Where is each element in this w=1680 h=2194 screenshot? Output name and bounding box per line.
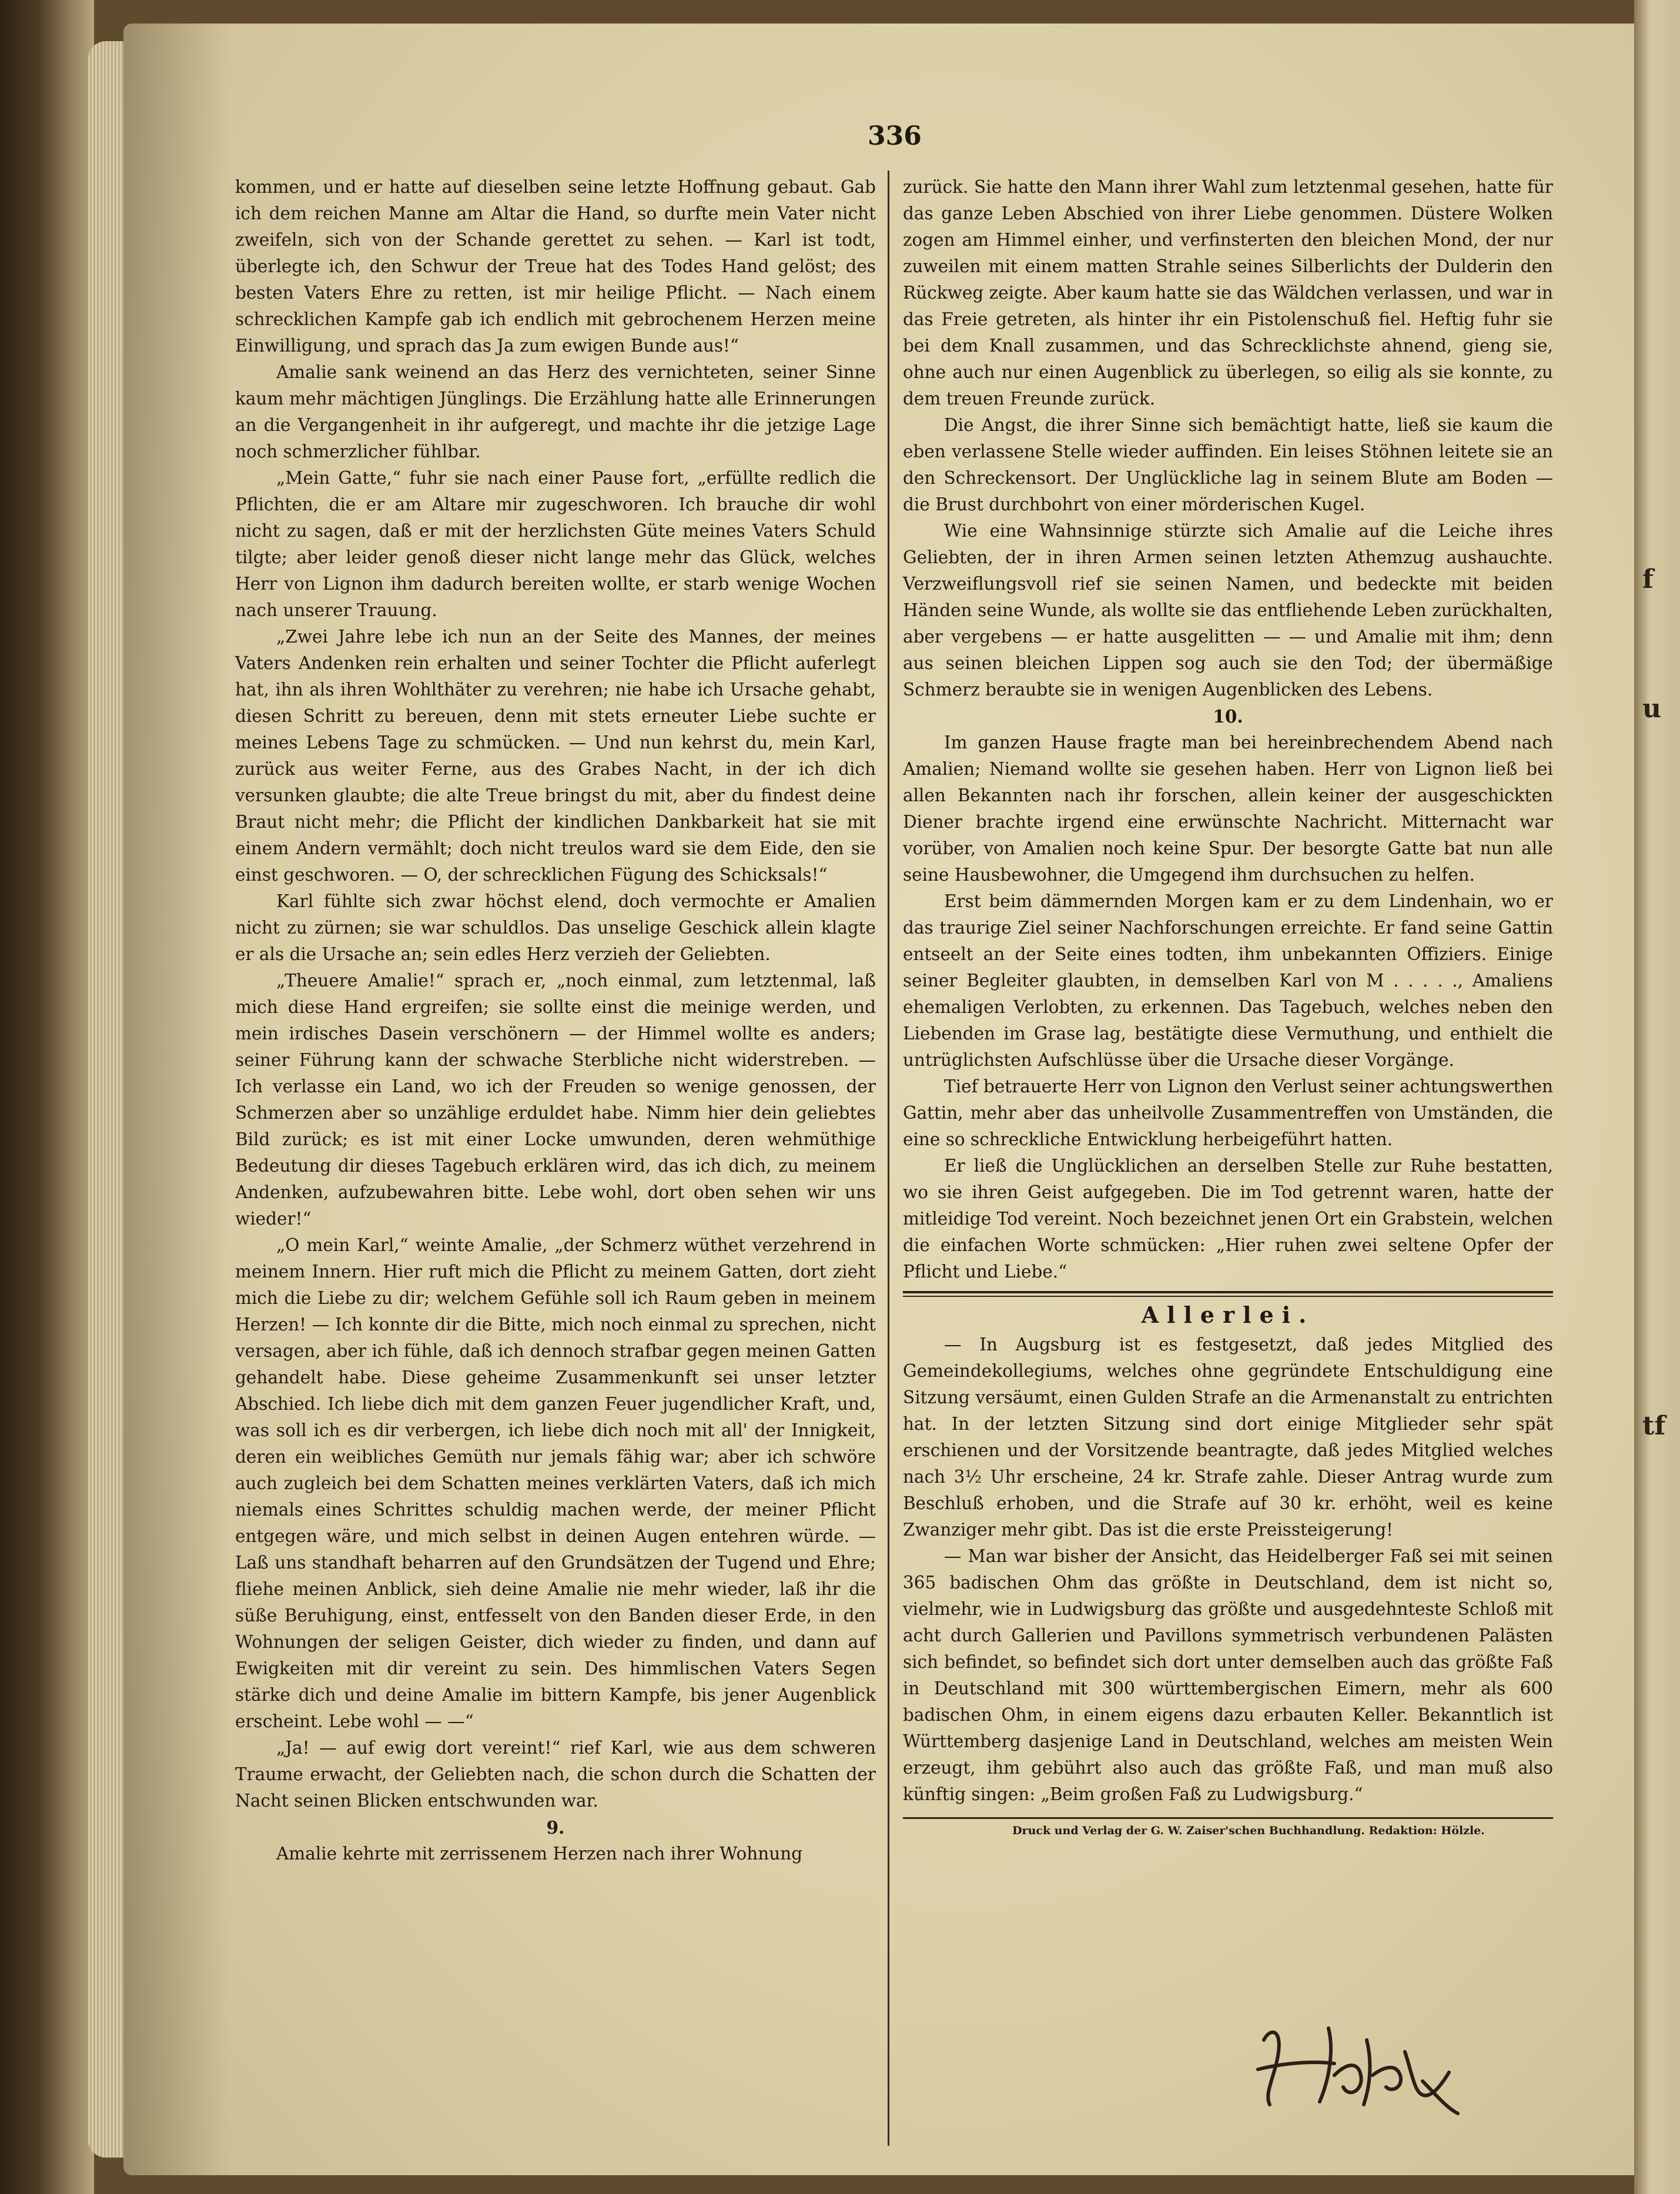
gutter-shadow	[123, 24, 229, 2175]
paragraph: Die Angst, die ihrer Sinne sich bemächtigt hatte, ließ sie kaum die eben verlassene Stelle wieder auffinden. Ein leises Stöhnen leitete sie an den Schreckensort. Der Unglückliche lag in seinem Blute am Boden — die Brust durchbohrt von einer mörderischen Kugel.	[903, 415, 1553, 514]
chapter-number: 10.	[1213, 706, 1243, 727]
right-column	[903, 174, 1553, 1839]
next-page-edge	[1634, 0, 1680, 2194]
paragraph: „O mein Karl,“ weinte Amalie, „der Schmerz wüthet verzehrend in meinem Innern. Hier ruft mich die Pflicht zu meinem Gatten, dort zieht mich die Liebe zu dir; welchem Gefühle soll ich Raum geben in meinem Herzen! — Ich konnte dir die Bitte, mich noch einmal zu sprechen, nicht versagen, aber ich fühle, daß ich dennoch strafbar gegen meinen Gatten gehandelt habe. Diese geheime Zusammenkunft sei unser letzter Abschied. Ich liebe dich mit dem ganzen Feuer jugendlicher Kraft, und, was soll ich es dir verbergen, ich liebe dich noch mit all' der Innigkeit, deren ein weibliches Gemüth nur jemals fähig war; aber ich schwöre auch zugleich bei dem Schatten meines verklärten Vaters, daß ich mich niemals eines Schrittes schuldig machen werde, der meiner Pflicht entgegen wäre, und mich selbst in deinen Augen entehren würde. — Laß uns standhaft beharren auf den Grundsätzen der Tugend und Ehre; fliehe meinen Anblick, sieh deine Amalie nie mehr wieder, laß ihr die süße Beruhigung, einst, entfesselt von den Banden dieser Erde, in den Wohnungen der seligen Geister, dich wieder zu finden, und dann auf Ewigkeiten mit dir vereint zu sein. Des himmlischen Vaters Segen stärke dich und deine Amalie im bittern Kampfe, bis jener Augenblick erscheint. Lebe wohl — —“	[235, 1235, 876, 1731]
paragraph: Im ganzen Hause fragte man bei hereinbrechendem Abend nach Amalien; Niemand wollte sie gesehen haben. Herr von Lignon ließ bei allen Bekannten nach ihr forschen, allein keiner der ausgeschickten Diener brachte irgend eine erwünschte Nachricht. Mitternacht war vorüber, von Amalien noch keine Spur. Der besorgte Gatte bat nun alle seine Hausbewohner, die Umgegend ihm durchsuchen zu helfen.	[903, 733, 1553, 885]
paragraph: „Mein Gatte,“ fuhr sie nach einer Pause fort, „erfüllte redlich die Pflichten, die er am Altare mir zugeschworen. Ich brauche dir wohl nicht zu sagen, daß er mit der herzlichsten Güte meines Vaters Schuld tilgte; aber leider genoß dieser nicht lange mehr das Glück, welches Herr von Lignon ihm dadurch bereiten wollte, er starb wenige Wochen nach unserer Trauung.	[235, 468, 876, 620]
column-divider	[888, 170, 889, 2146]
paragraph: „Zwei Jahre lebe ich nun an der Seite des Mannes, der meines Vaters Andenken rein erhalten und seiner Tochter die Pflicht auferlegt hat, ihn als ihren Wohlthäter zu verehren; nie habe ich Ursache gehabt, diesen Schritt zu bereuen, denn mit stets erneuter Liebe suchte er meines Lebens Tage zu schmücken. — Und nun kehrst du, mein Karl, zurück aus weiter Ferne, aus des Grabes Nacht, in der ich dich versunken glaubte; die alte Treue bringst du mit, aber du findest deine Braut nicht mehr; die Pflicht der kindlichen Dankbarkeit hat sie mit einem Andern vermählt; doch nicht treulos ward sie dem Eide, den sie einst geschworen. — O, der schrecklichen Fügung des Schicksals!“	[235, 627, 876, 885]
next-page-fragment: tf	[1642, 1411, 1666, 1441]
imprint-line: Druck und Verlag der G. W. Zaiser'schen Buchhandlung. Redaktion: Hölzle.	[1012, 1824, 1485, 1837]
paragraph: zurück. Sie hatte den Mann ihrer Wahl zum letztenmal gesehen, hatte für das ganze Leben Abschied von ihrer Liebe genommen. Düstere Wolken zogen am Himmel einher, und verfinsterten den bleichen Mond, der nur zuweilen mit einem matten Strahle seines Silberlichts der Dulderin den Rückweg zeigte. Aber kaum hatte sie das Wäldchen verlassen, und war in das Freie getreten, als hinter ihr ein Pistolenschuß fiel. Heftig fuhr sie bei dem Knall zusammen, und das Schrecklichste ahnend, gieng sie, ohne auch nur einen Augenblick zu überlegen, so eilig als sie konnte, zu dem treuen Freunde zurück.	[903, 177, 1553, 409]
left-column	[235, 174, 876, 1867]
next-page-fragment: f	[1642, 564, 1654, 594]
book-cover-edge	[0, 0, 94, 2194]
section-rule	[903, 1291, 1553, 1297]
imprint-rule	[903, 1817, 1553, 1819]
paragraph: Wie eine Wahnsinnige stürzte sich Amalie auf die Leiche ihres Geliebten, der in ihren Armen seinen letzten Athemzug aushauchte. Verzweiflungsvoll rief sie seinen Namen, und bedeckte mit beiden Händen seine Wunde, als wollte sie das entfliehende Leben zurückhalten, aber vergebens — er hatte ausgelitten — — und Amalie mit ihm; denn aus seinen bleichen Lippen sog auch sie den Tod; der übermäßige Schmerz beraubte sie in wenigen Augenblicken des Lebens.	[903, 521, 1553, 700]
section-title: Allerlei.	[1141, 1302, 1315, 1328]
paragraph: „Ja! — auf ewig dort vereint!“ rief Karl, wie aus dem schweren Traume erwacht, der Geliebten nach, die schon durch die Schatten der Nacht seinen Blicken entschwunden war.	[235, 1738, 876, 1811]
paragraph: — Man war bisher der Ansicht, das Heidelberger Faß sei mit seinen 365 badischen Ohm das größte in Deutschland, dem ist nicht so, vielmehr, wie in Ludwigsburg das größte und ausgedehnteste Schloß mit acht durch Gallerien und Pavillons symmetrisch verbundenen Palästen sich befindet, so befindet sich dort unter demselben auch das größte Faß in Deutschland mit 300 württembergischen Eimern, mehr als 600 badischen Ohm, in einem eigens dazu erbauten Keller. Bekanntlich ist Württemberg dasjenige Land in Deutschland, welches am meisten Wein erzeugt, ihm gebührt also auch das größte Faß, und man muß also künftig singen: „Beim großen Faß zu Ludwigsburg.“	[903, 1546, 1553, 1804]
handwritten-signature	[1246, 2005, 1470, 2122]
paragraph: Amalie sank weinend an das Herz des vernichteten, seiner Sinne kaum mehr mächtigen Jünglings. Die Erzählung hatte alle Erinnerungen an die Vergangenheit in ihr aufgeregt, und machte ihr die jetzige Lage noch schmerzlicher fühlbar.	[235, 362, 876, 461]
paragraph: — In Augsburg ist es festgesetzt, daß jedes Mitglied des Gemeindekollegiums, welches ohne gegründete Entschuldigung eine Sitzung versäumt, einen Gulden Strafe an die Armenanstalt zu entrichten hat. In der letzten Sitzung sind dort einige Mitglieder sehr spät erschienen und der Vorsitzende beantragte, daß jedes Mitglied welches nach 3½ Uhr erscheine, 24 kr. Strafe zahle. Dieser Antrag wurde zum Beschluß erhoben, und die Strafe auf 30 kr. erhöht, weil es keine Zwanziger mehr gibt. Das ist die erste Preissteigerung!	[903, 1335, 1553, 1540]
paragraph: Karl fühlte sich zwar höchst elend, doch vermochte er Amalien nicht zu zürnen; sie war schuldlos. Das unselige Geschick allein klagte er als die Ursache an; sein edles Herz verzieh der Geliebten.	[235, 891, 876, 964]
next-page-fragment: u	[1642, 694, 1661, 724]
chapter-number: 9.	[546, 1817, 565, 1838]
paragraph: Erst beim dämmernden Morgen kam er zu dem Lindenhain, wo er das traurige Ziel seiner Nachforschungen erreichte. Er fand seine Gattin entseelt an der Seite eines todten, ihm unbekannten Offiziers. Einige seiner Begleiter glaubten, in demselben Karl von M . . . . ., Amaliens ehemaligen Verlobten, zu erkennen. Das Tagebuch, welches neben den Liebenden im Grase lag, bestätigte diese Vermuthung, und enthielt die untrüglichsten Aufschlüsse über die Ursache dieser Vorgänge.	[903, 891, 1553, 1070]
paragraph: kommen, und er hatte auf dieselben seine letzte Hoffnung gebaut. Gab ich dem reichen Manne am Altar die Hand, so durfte mein Vater nicht zweifeln, sich von der Schande gerettet zu sehen. — Karl ist todt, überlegte ich, den Schwur der Treue hat des Todes Hand gelöst; des besten Vaters Ehre zu retten, ist mir heilige Pflicht. — Nach einem schrecklichen Kampfe gab ich endlich mit gebrochenem Herzen meine Einwilligung, und sprach das Ja zum ewigen Bunde aus!“	[235, 177, 876, 356]
paragraph: Tief betrauerte Herr von Lignon den Verlust seiner achtungswerthen Gattin, mehr aber das unheilvolle Zusammentreffen von Umständen, die eine so schreckliche Entwicklung herbeigeführt hatten.	[903, 1076, 1553, 1149]
page-number: 336	[868, 121, 922, 151]
paragraph: „Theuere Amalie!“ sprach er, „noch einmal, zum letztenmal, laß mich diese Hand ergreifen; sie sollte einst die meinige werden, und mein irdisches Dasein verschönern — der Himmel wollte es anders; seiner Führung kann der schwache Sterbliche nicht widerstreben. — Ich verlasse ein Land, wo ich der Freuden so wenige genossen, der Schmerzen aber so unzählige erduldet habe. Nimm hier dein geliebtes Bild zurück; es ist mit einer Locke umwunden, deren wehmüthige Bedeutung dir dieses Tagebuch erklären wird, das ich dich, zu meinem Andenken, aufzubewahren bitte. Lebe wohl, dort oben sehen wir uns wieder!“	[235, 971, 876, 1229]
paragraph: Er ließ die Unglücklichen an derselben Stelle zur Ruhe bestatten, wo sie ihren Geist aufgegeben. Die im Tod getrennt waren, hatte der mitleidige Tod vereint. Noch bezeichnet jenen Ort ein Grabstein, welchen die einfachen Worte schmücken: „Hier ruhen zwei seltene Opfer der Pflicht und Liebe.“	[903, 1156, 1553, 1282]
paragraph: Amalie kehrte mit zerrissenem Herzen nach ihrer Wohnung	[276, 1844, 803, 1864]
